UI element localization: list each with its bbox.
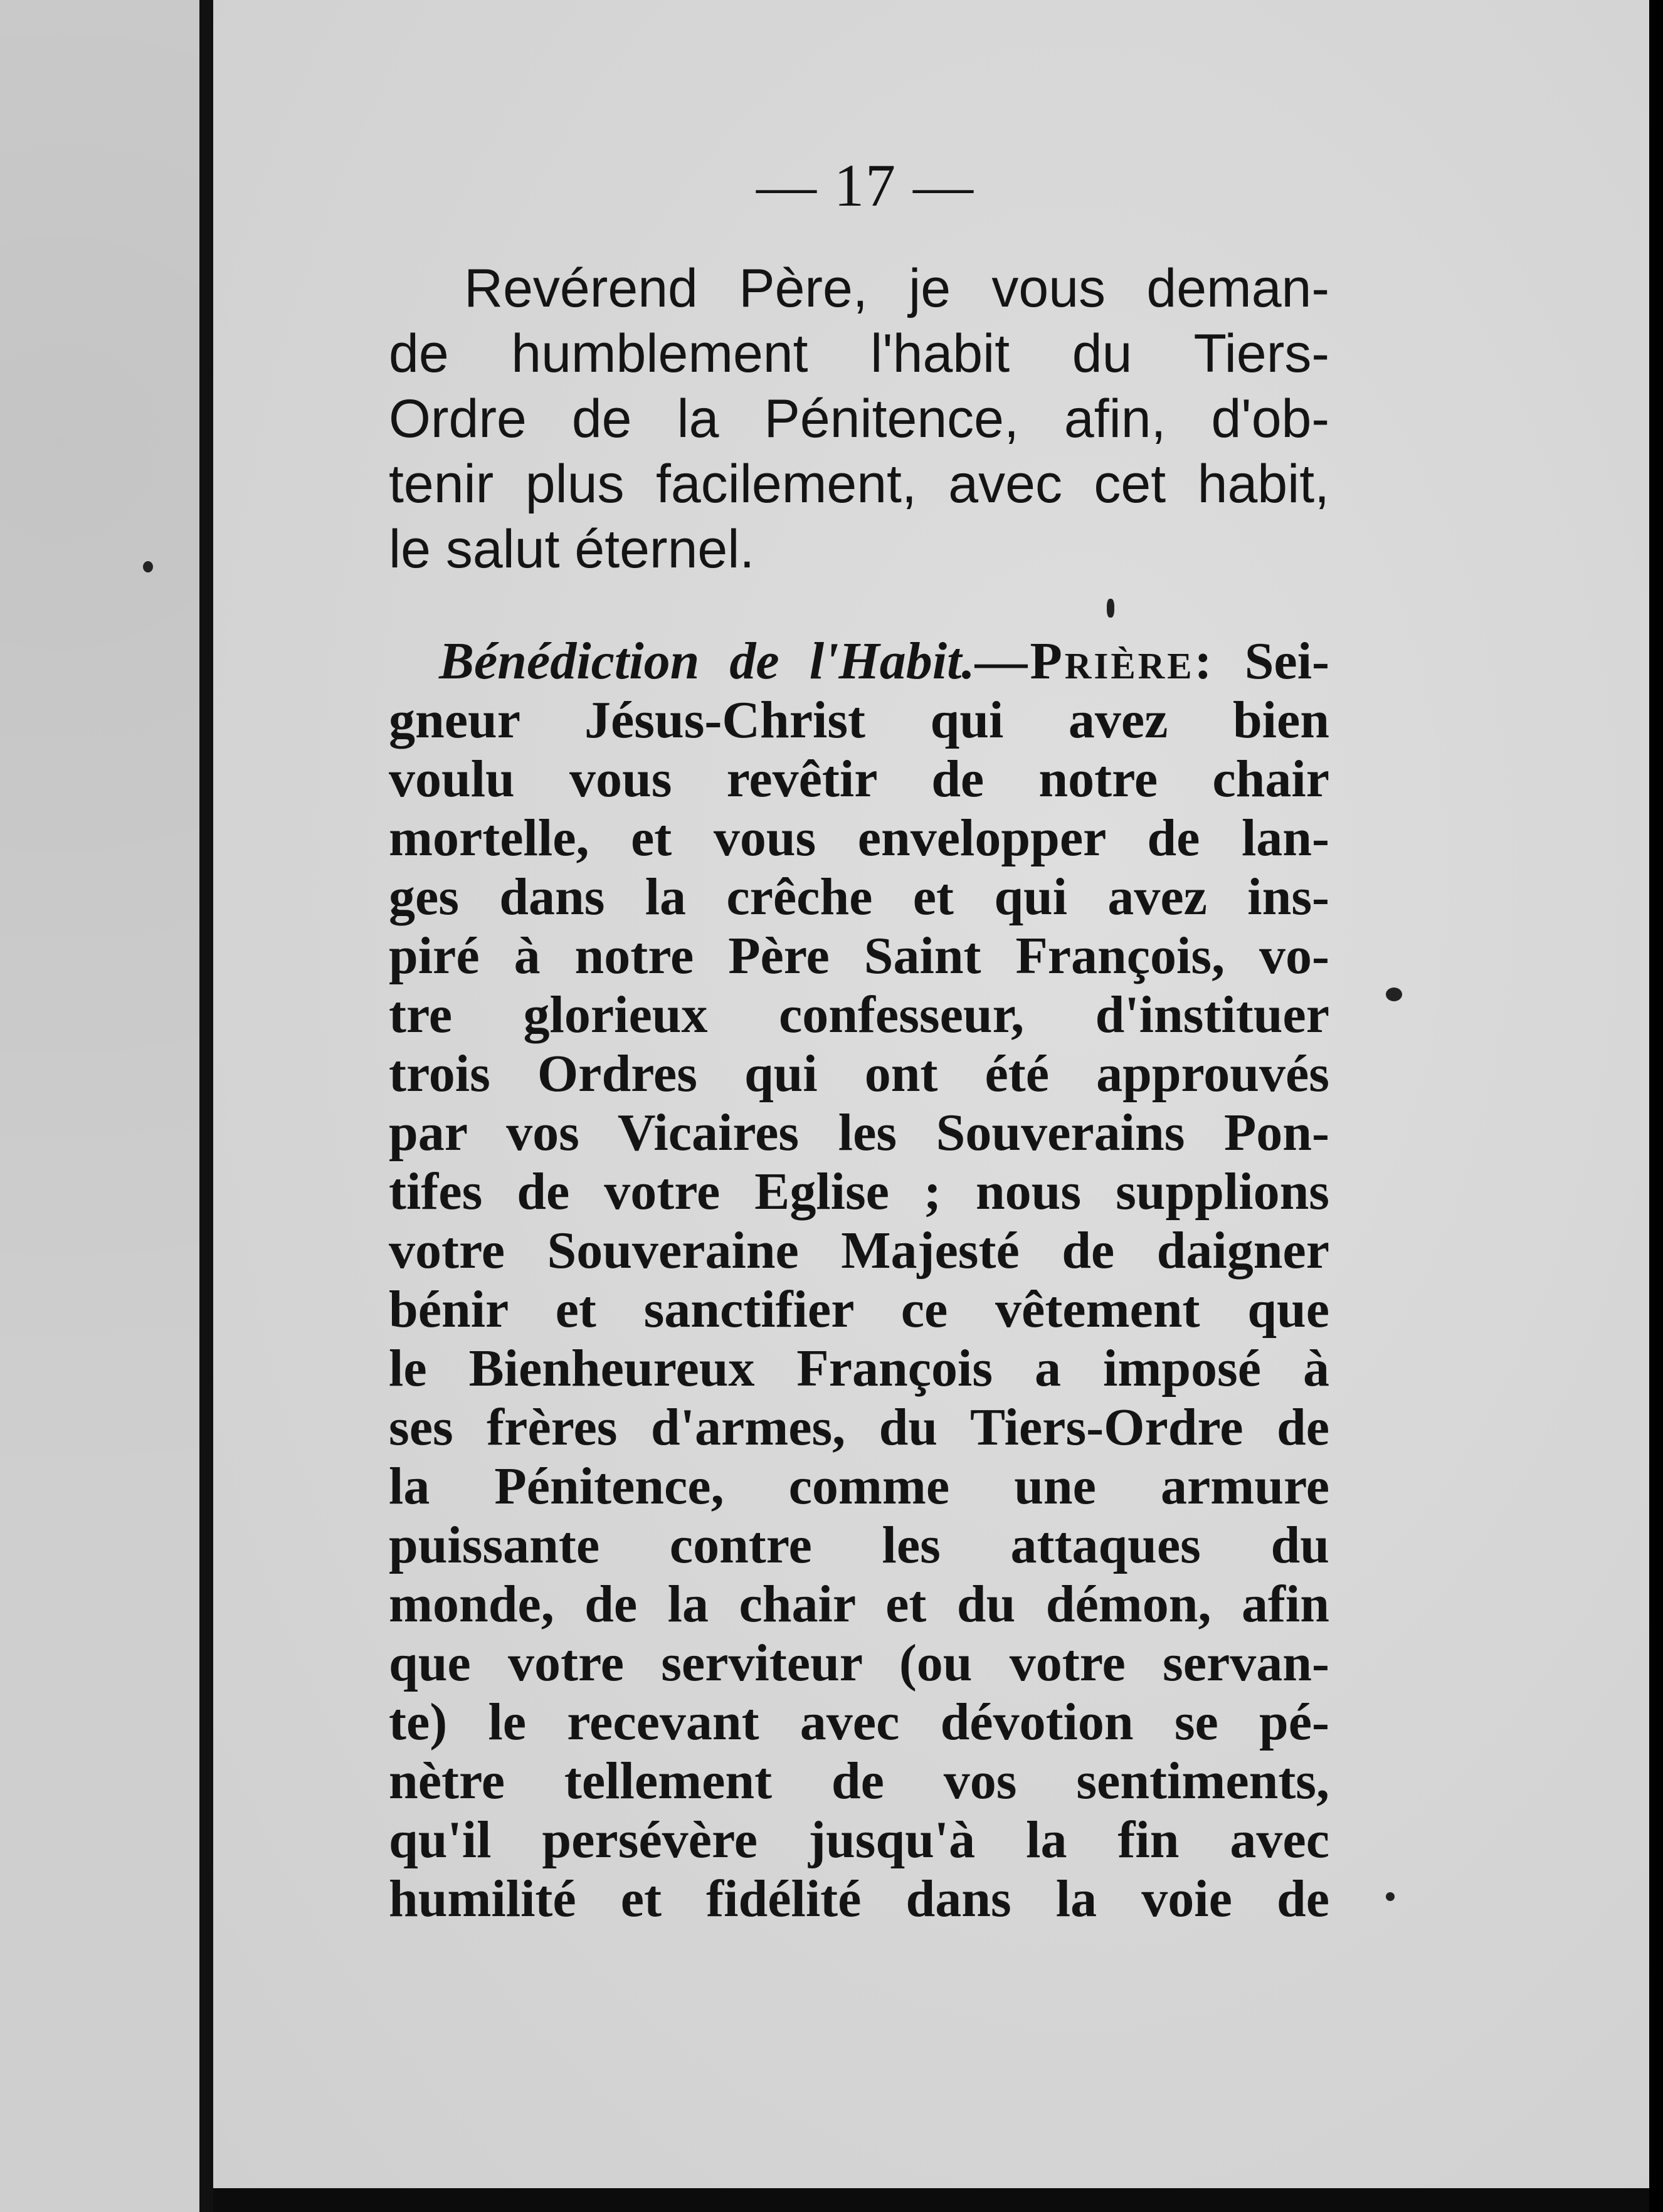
blessing-first-line: [389, 632, 1329, 691]
text-line: de humblement l'habit du Tiers-: [389, 324, 1329, 384]
text-line: piré à notre Père Saint François, vo-: [389, 927, 1329, 985]
text-line: te) le recevant avec dévotion se pé-: [389, 1693, 1329, 1751]
request-paragraph: [389, 256, 1329, 582]
text-line: Revérend Père, je vous deman-: [464, 258, 1329, 319]
text-fragment: Sei-: [1244, 632, 1330, 690]
book-gutter: [199, 0, 213, 2212]
text-line: gneur Jésus-Christ qui avez bien: [389, 691, 1329, 749]
text-line: le salut éternel.: [389, 519, 755, 579]
ink-speck: [1386, 988, 1402, 1001]
text-line: le Bienheureux François a imposé à: [389, 1339, 1329, 1398]
ink-speck: [1386, 1892, 1395, 1901]
blessing-paragraph: [389, 632, 1329, 1929]
ink-speck: [1107, 599, 1114, 618]
text-line: tre glorieux confesseur, d'instituer: [389, 986, 1329, 1044]
text-line: tifes de votre Eglise ; nous supplions: [389, 1162, 1329, 1221]
text-line: Ordre de la Pénitence, afin, d'ob-: [389, 389, 1329, 449]
page-number: — 17 —: [756, 152, 974, 219]
text-line: que votre serviteur (ou votre servan-: [389, 1634, 1329, 1692]
text-line: ges dans la crêche et qui avez ins-: [389, 868, 1329, 926]
text-line: votre Souveraine Majesté de daigner: [389, 1221, 1329, 1280]
section-heading: Bénédiction de l'Habit.: [439, 632, 975, 690]
ink-speck: [143, 561, 153, 572]
facing-page: [0, 0, 199, 2212]
text-line: ses frères d'armes, du Tiers-Ordre de: [389, 1398, 1329, 1456]
text-line: bénir et sanctifier ce vêtement que: [389, 1280, 1329, 1339]
text-line: puissante contre les attaques du: [389, 1516, 1329, 1574]
prayer-label: —Prière:: [974, 632, 1215, 690]
text-line: la Pénitence, comme une armure: [389, 1457, 1329, 1515]
text-line: nètre tellement de vos sentiments,: [389, 1752, 1329, 1810]
text-line: tenir plus facilement, avec cet habit,: [389, 454, 1329, 514]
text-line: par vos Vicaires les Souverains Pon-: [389, 1103, 1329, 1162]
text-line: monde, de la chair et du démon, afin: [389, 1575, 1329, 1633]
page-edge: [1649, 0, 1663, 2212]
text-line: trois Ordres qui ont été approuvés: [389, 1045, 1329, 1103]
text-line: humilité et fidélité dans la voie de: [389, 1870, 1329, 1928]
text-line: voulu vous revêtir de notre chair: [389, 750, 1329, 808]
text-line: mortelle, et vous envelopper de lan-: [389, 809, 1329, 867]
text-line: qu'il persévère jusqu'à la fin avec: [389, 1811, 1329, 1869]
